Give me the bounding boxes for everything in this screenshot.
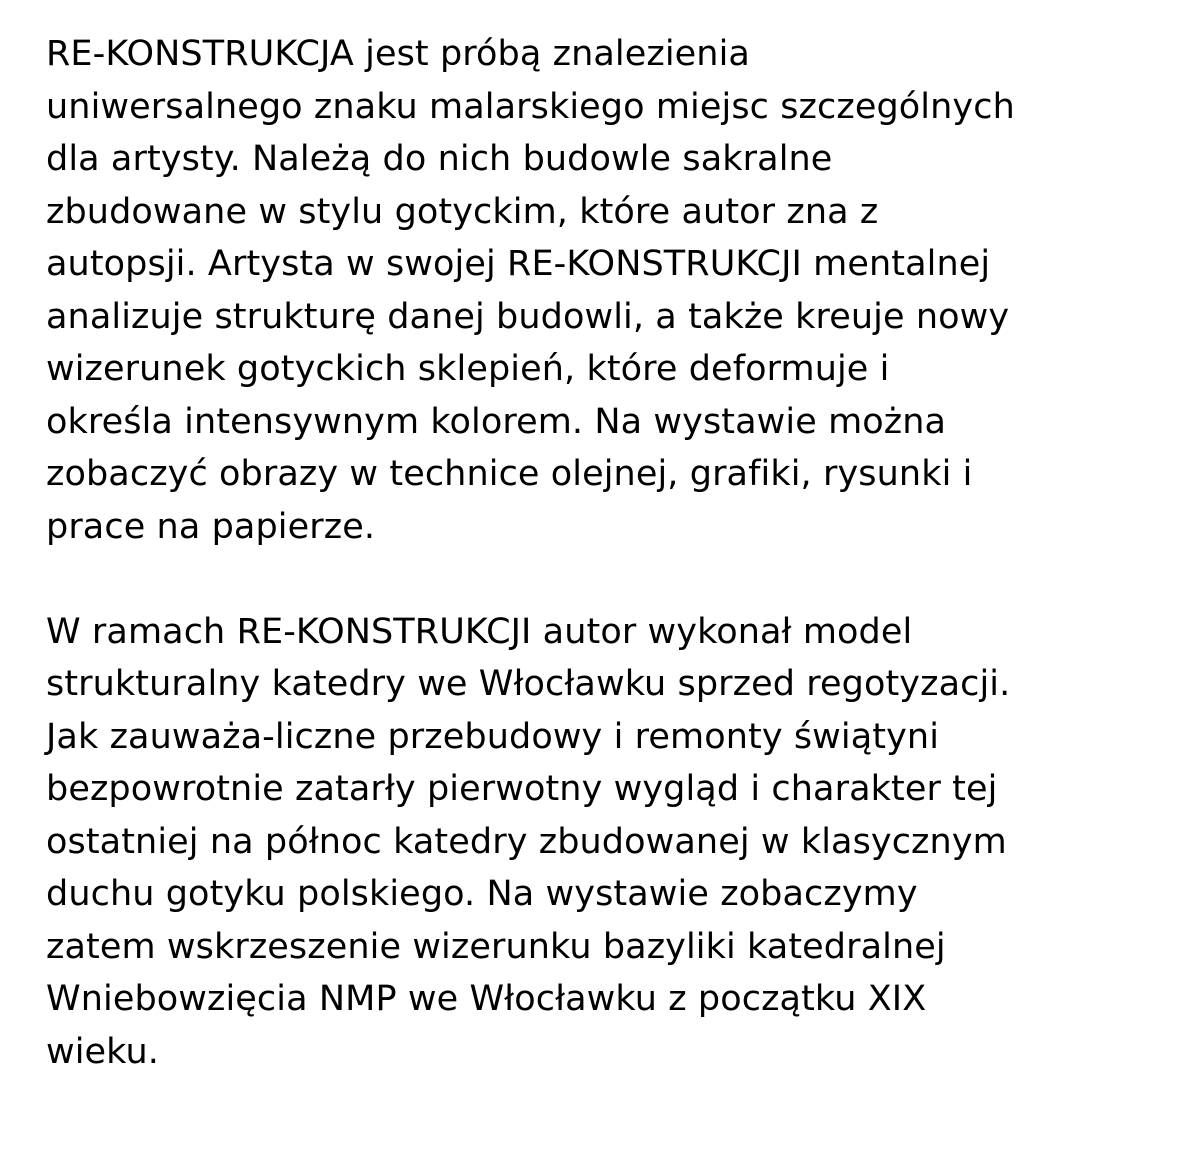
text-line: duchu gotyku polskiego. Na wystawie zobaczymy: [46, 874, 918, 914]
text-line: określa intensywnym kolorem. Na wystawie można: [46, 401, 947, 442]
text-line: zbudowane w stylu gotyckim, które autor zna z: [46, 191, 879, 232]
text-line: ostatniej na północ katedry zbudowanej w klasycznym: [46, 821, 1007, 862]
text-line: wizerunek gotyckich sklepień, które deformuje i: [46, 349, 890, 389]
paragraph-1: [46, 28, 1160, 553]
text-line: dla artysty. Należą do nich budowle sakralne: [46, 139, 833, 179]
text-line: zobaczyć obrazy w technice olejnej, grafiki, rysunki i: [46, 454, 973, 494]
text-line: uniwersalnego znaku malarskiego miejsc szczególnych: [46, 86, 1015, 127]
text-line: prace na papierze.: [46, 506, 376, 547]
text-line: autopsji. Artysta w swojej RE-KONSTRUKCJI mentalnej: [46, 244, 991, 284]
text-line: W ramach RE-KONSTRUKCJI autor wykonał model: [46, 611, 913, 652]
paragraph-gap: [46, 553, 1160, 606]
text-line: wieku.: [46, 1031, 159, 1072]
paragraph-2: [46, 606, 1160, 1079]
text-line: strukturalny katedry we Włocławku sprzed regotyzacji.: [46, 664, 1011, 704]
text-line: analizuje strukturę danej budowli, a także kreuje nowy: [46, 296, 1010, 337]
text-line: zatem wskrzeszenie wizerunku bazyliki katedralnej: [46, 926, 946, 967]
text-line: Wniebowzięcia NMP we Włocławku z początku XIX: [46, 979, 927, 1019]
text-line: bezpowrotnie zatarły pierwotny wygląd i charakter tej: [46, 769, 998, 809]
text-line: Jak zauważa-liczne przebudowy i remonty świątyni: [46, 716, 940, 757]
text-line: RE-KONSTRUKCJA jest próbą znalezienia: [46, 34, 750, 74]
